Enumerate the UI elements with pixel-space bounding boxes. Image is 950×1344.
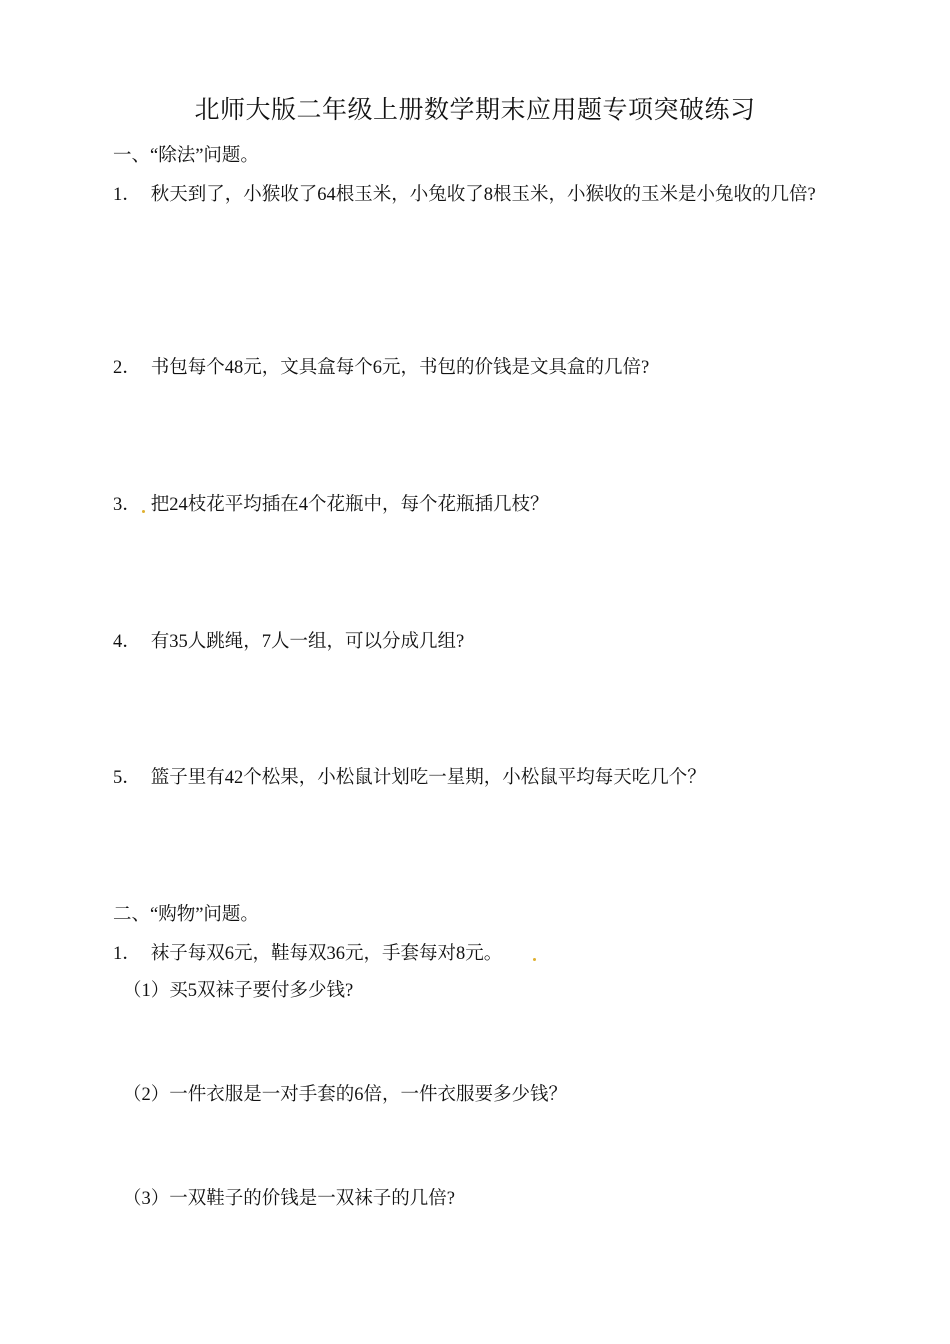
question-item [113,350,649,386]
section-heading-shopping: 二、“购物”问题。 [113,905,259,925]
question-text: 袜子每双6元，鞋每双36元，手套每对8元。 [150,944,503,964]
page-title: 北师大版二年级上册数学期末应用题专项突破练习 [194,95,756,124]
question-item [113,760,706,796]
question-item [113,176,838,214]
question-number: 1． [113,185,141,205]
question-text: 有35人跳绳，7人一组，可以分成几组? [150,632,465,652]
question-text: 秋天到了，小猴收了64根玉米，小兔收了8根玉米，小猴收的玉米是小兔收的几倍? [150,185,816,205]
section-heading-division: 一、“除法”问题。 [113,146,259,166]
subquestion-item: （3）一双鞋子的价钱是一双袜子的几倍? [123,1189,455,1209]
question-item [113,487,549,523]
subquestion-item: （2）一件衣服是一对手套的6倍，一件衣服要多少钱？ [123,1085,568,1105]
subquestion-item: （1）买5双袜子要付多少钱? [123,981,354,1001]
question-text: 书包每个48元，文具盒每个6元，书包的价钱是文具盒的几倍? [150,358,650,378]
question-number: 5． [113,768,141,788]
question-item [113,624,464,660]
question-item [113,936,502,972]
question-number: 2． [113,358,141,378]
question-number: 4． [113,632,141,652]
question-number: 3． [113,495,141,515]
question-text: 把24枝花平均插在4个花瓶中，每个花瓶插几枝？ [150,495,549,515]
stray-mark [142,510,145,513]
stray-mark [533,958,536,961]
question-number: 1． [113,944,141,964]
question-text: 篮子里有42个松果，小松鼠计划吃一星期，小松鼠平均每天吃几个？ [150,768,706,788]
